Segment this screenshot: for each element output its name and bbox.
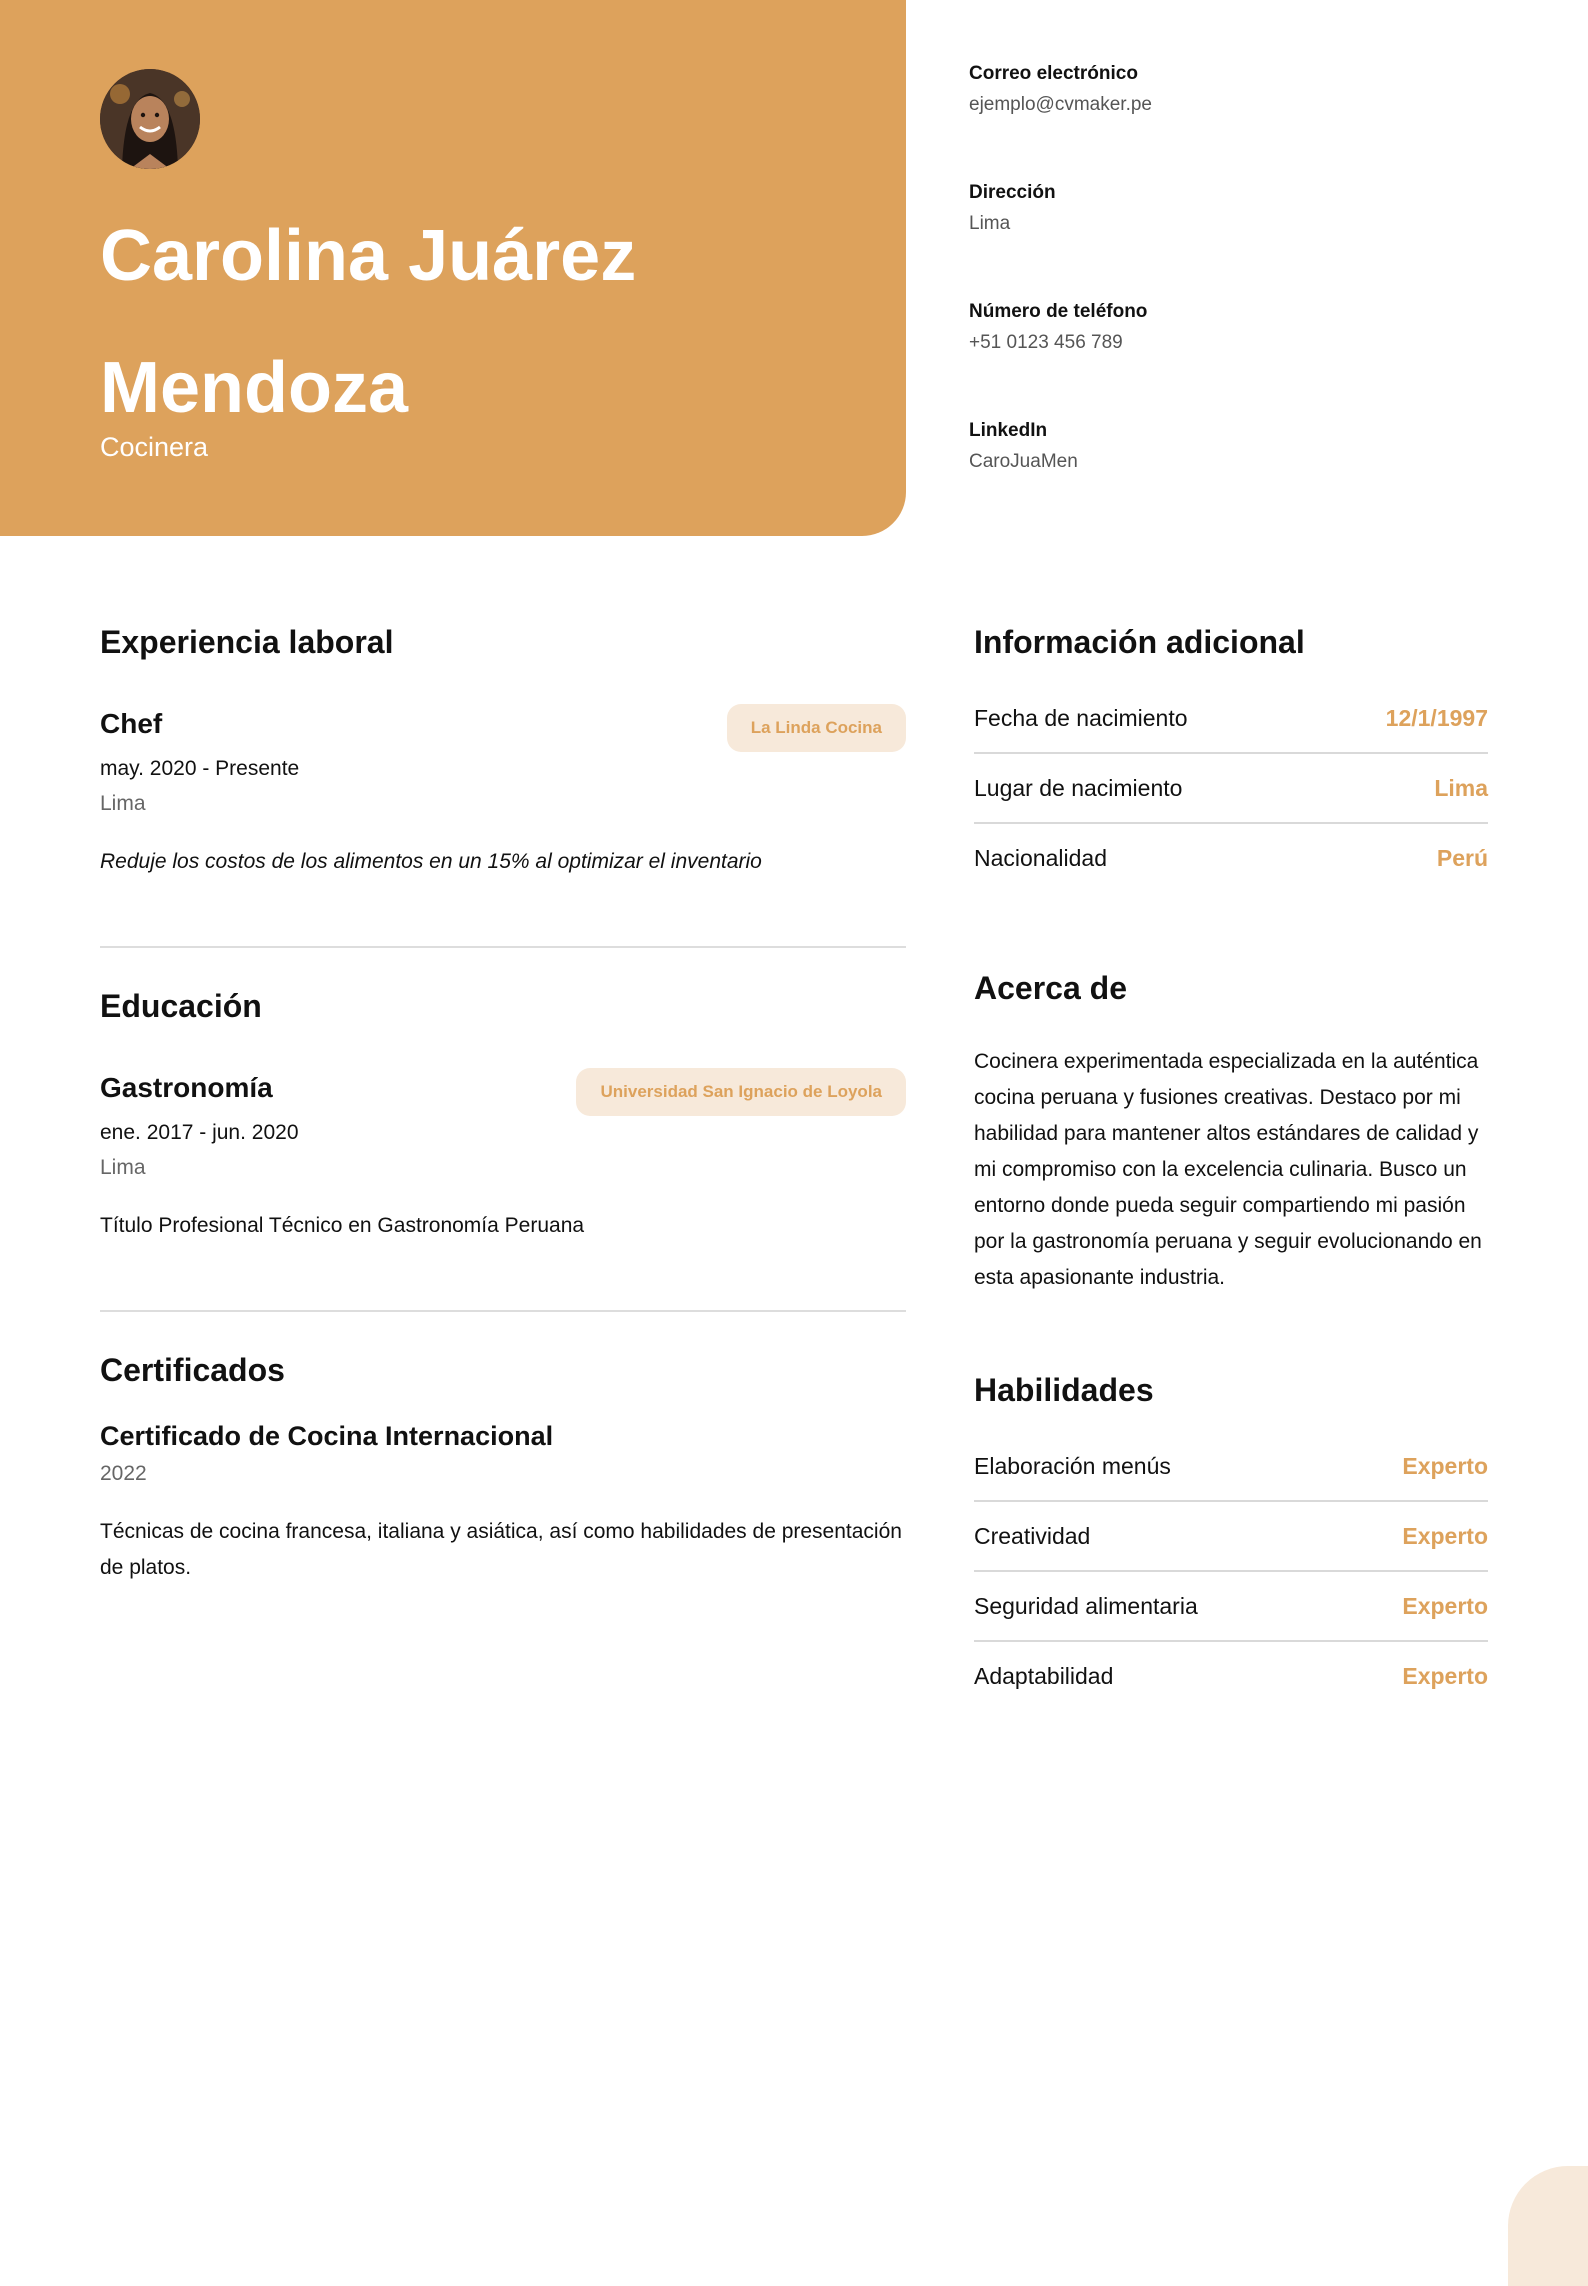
- info-row: [974, 824, 1488, 892]
- experience-section: [100, 620, 906, 880]
- phone-value[interactable]: +51 0123 456 789: [969, 332, 1123, 353]
- address-value: Lima: [969, 213, 1011, 234]
- contact-address: [969, 179, 1529, 298]
- info-row: [974, 754, 1488, 824]
- divider: [100, 1310, 906, 1312]
- corner-decoration: [1508, 2166, 1588, 2286]
- skill-label: Adaptabilidad: [974, 1662, 1114, 1689]
- skill-label: Elaboración menús: [974, 1452, 1171, 1479]
- contact-label: LinkedIn: [969, 420, 1048, 441]
- left-column: [100, 620, 906, 1586]
- info-table: [974, 684, 1488, 892]
- about-section: [974, 966, 1488, 1296]
- about-text: Cocinera experimentada especializada en la auténtica cocina peruana y fusiones creativas. Destaco por mi habilidad para mantener altos estándares de calidad y mi compromiso con la excelencia culinaria. Busco un entorno donde pueda seguir compartiendo mi pasión por la gastronomía peruana y seguir evolucionando en esta apasionante industria.: [974, 1050, 1482, 1289]
- contact-label: Correo electrónico: [969, 63, 1138, 84]
- email-value[interactable]: ejemplo@cvmaker.pe: [969, 94, 1152, 115]
- certificate-description: Técnicas de cocina francesa, italiana y asiática, así como habilidades de presentación de platos.: [100, 1520, 902, 1579]
- header-banner: [0, 0, 906, 536]
- name-line-2: Mendoza: [100, 348, 409, 428]
- section-title: Información adicional: [974, 624, 1305, 660]
- skills-section: [974, 1368, 1488, 1710]
- certificate-title: Certificado de Cocina Internacional: [100, 1421, 554, 1451]
- job-title: Chef: [100, 708, 163, 739]
- certificates-section: [100, 1348, 906, 1586]
- skill-row: [974, 1642, 1488, 1710]
- section-title: Experiencia laboral: [100, 624, 394, 660]
- skill-level: Experto: [1402, 1662, 1488, 1689]
- contact-label: Dirección: [969, 182, 1056, 203]
- certificate-year: 2022: [100, 1462, 147, 1485]
- section-title: Acerca de: [974, 970, 1127, 1006]
- info-label: Lugar de nacimiento: [974, 774, 1183, 801]
- school-badge: Universidad San Ignacio de Loyola: [576, 1068, 906, 1116]
- section-title: Educación: [100, 988, 262, 1024]
- skills-table: [974, 1432, 1488, 1710]
- contact-phone: [969, 298, 1529, 417]
- name-line-1: Carolina Juárez: [100, 216, 637, 296]
- candidate-name: [100, 190, 880, 454]
- entry-place: Lima: [100, 1156, 146, 1179]
- entry-description: Título Profesional Técnico en Gastronomía Peruana: [100, 1214, 585, 1237]
- contact-label: Número de teléfono: [969, 301, 1148, 322]
- skill-label: Creatividad: [974, 1522, 1091, 1549]
- entry-description: Reduje los costos de los alimentos en un 15% al optimizar el inventario: [100, 850, 762, 873]
- section-title: Certificados: [100, 1352, 285, 1388]
- company-badge: La Linda Cocina: [727, 704, 906, 752]
- info-label: Nacionalidad: [974, 844, 1107, 871]
- entry-header: [100, 1060, 906, 1116]
- degree-title: Gastronomía: [100, 1072, 273, 1103]
- entry-dates: ene. 2017 - jun. 2020: [100, 1121, 299, 1144]
- info-value: Perú: [1436, 844, 1488, 871]
- contact-linkedin: [969, 417, 1529, 536]
- skill-row: [974, 1502, 1488, 1572]
- entry-place: Lima: [100, 792, 146, 815]
- info-value: 12/1/1997: [1385, 704, 1488, 731]
- additional-info-section: [974, 620, 1488, 892]
- linkedin-value[interactable]: CaroJuaMen: [969, 451, 1078, 472]
- info-value: Lima: [1434, 774, 1488, 801]
- skill-row: [974, 1432, 1488, 1502]
- entry-dates: may. 2020 - Presente: [100, 757, 300, 780]
- info-label: Fecha de nacimiento: [974, 704, 1188, 731]
- divider: [100, 946, 906, 948]
- job-role: Cocinera: [100, 432, 209, 462]
- info-row: [974, 684, 1488, 754]
- contact-email: [969, 60, 1529, 179]
- skill-level: Experto: [1402, 1452, 1488, 1479]
- skill-label: Seguridad alimentaria: [974, 1592, 1198, 1619]
- skill-level: Experto: [1402, 1522, 1488, 1549]
- section-title: Habilidades: [974, 1372, 1154, 1408]
- education-section: [100, 984, 906, 1244]
- skill-level: Experto: [1402, 1592, 1488, 1619]
- skill-row: [974, 1572, 1488, 1642]
- contact-list: [969, 60, 1529, 536]
- right-column: [974, 620, 1488, 1710]
- entry-header: [100, 696, 906, 752]
- avatar: [100, 69, 200, 169]
